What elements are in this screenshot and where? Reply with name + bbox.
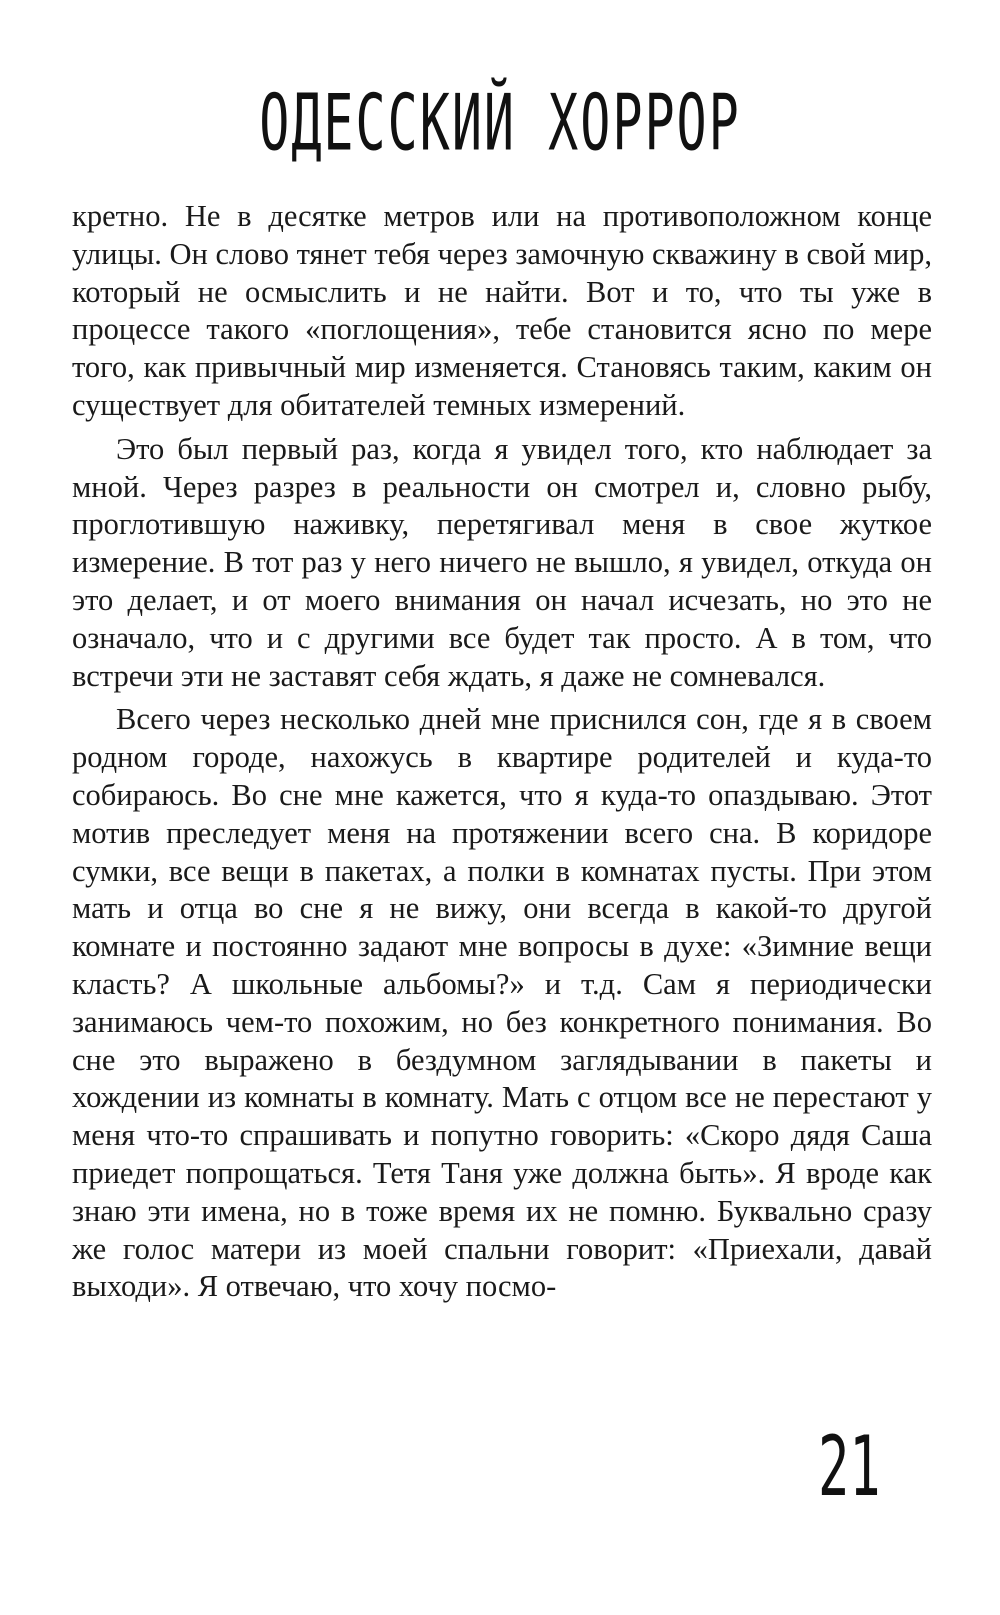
running-head-title: ОДЕССКИЙ ХОРРОР	[259, 78, 741, 168]
paragraph: Всего через несколько дней мне приснился сон, где я в своем родном городе, нахожусь в квартире родителей и куда-то собираюсь. Во сне мне кажется, что я куда-то опаздываю. Этот мотив преследует меня на протяжении всего сна. В коридоре сумки, все вещи в пакетах, а полки в комнатах пусты. При этом мать и отца во сне я не вижу, они всегда в какой-то другой комнате и постоянно задают мне вопросы в духе: «Зимние вещи класть? А школьные альбомы?» и т.д. Сам я периодически занимаюсь чем-то похожим, но без конкретного понимания. Во сне это выражено в бездумном заглядывании в пакеты и хождении из комнаты в комнату. Мать с отцом все не перестают у меня что-то спрашивать и попутно говорить: «Скоро дядя Саша приедет попрощаться. Тетя Таня уже должна быть». Я вроде как знаю эти имена, но в тоже время их не помню. Буквально сразу же голос матери из моей спальни говорит: «Приехали, давай выходи». Я отвечаю, что хочу посмо-	[72, 702, 932, 1304]
paragraph: Это был первый раз, когда я увидел того, кто наблюдает за мной. Через разрез в реальности он смотрел и, словно рыбу, проглотившую наживку, перетягивал меня в свое жуткое измерение. В тот раз у него ничего не вышло, я увидел, откуда он это делает, и от моего внимания он начал исчезать, но это не означало, что и с другими все будет так просто. А в том, что встречи эти не заставят себя ждать, я даже не сомневался.	[72, 431, 932, 693]
page-number: 21	[818, 1420, 881, 1516]
body-text	[72, 198, 932, 1306]
paragraph-continuation: кретно. Не в десятке метров или на противоположном конце улицы. Он слово тянет тебя через замочную скважину в свой мир, который не осмыслить и не найти. Вот и то, что ты уже в процессе такого «поглощения», тебе становится ясно по мере того, как привычный мир изменяется. Становясь таким, каким он существует для обитателей темных измерений.	[72, 199, 932, 422]
